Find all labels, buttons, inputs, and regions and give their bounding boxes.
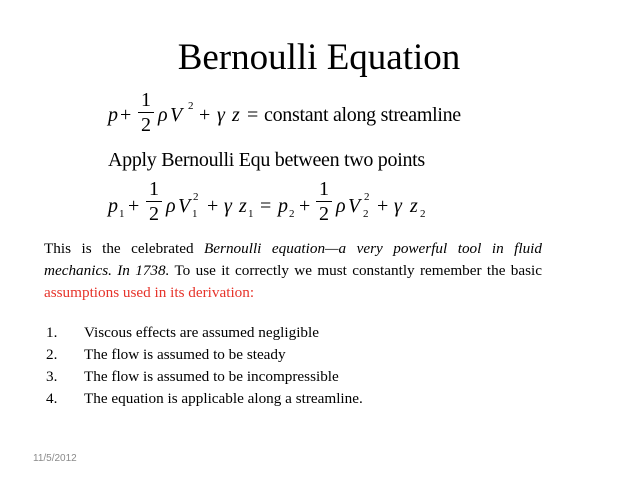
eq2-z2-sub: 2 bbox=[420, 208, 426, 220]
para-middle: To use it correctly we must constantly remember the basic bbox=[169, 262, 542, 279]
list-item bbox=[46, 344, 363, 366]
list-item-number: 3. bbox=[46, 368, 58, 385]
eq1-rhs: constant along streamline bbox=[264, 104, 461, 126]
eq2-V1-exp: 2 bbox=[193, 191, 199, 203]
eq2-rho-2: ρ bbox=[336, 195, 346, 217]
list-item-number: 1. bbox=[46, 324, 58, 341]
list-item-text: The equation is applicable along a streamline. bbox=[84, 390, 363, 407]
eq1-frac-bar bbox=[138, 112, 154, 113]
eq1-rho: ρ bbox=[158, 104, 168, 126]
eq2-frac2-bar bbox=[316, 201, 332, 202]
eq2-z1: z bbox=[239, 195, 247, 217]
eq2-p2-sub: 2 bbox=[289, 208, 295, 220]
eq2-equals: = bbox=[260, 195, 272, 217]
eq2-gamma-2: γ bbox=[394, 195, 402, 217]
eq1-exponent: 2 bbox=[188, 100, 194, 112]
apply-text: Apply Bernoulli Equ between two points bbox=[108, 149, 425, 171]
eq2-plus-2: + bbox=[207, 195, 219, 217]
eq1-frac-den: 2 bbox=[141, 114, 151, 136]
eq2-z1-sub: 1 bbox=[248, 208, 254, 220]
list-item-number: 2. bbox=[46, 346, 58, 363]
eq2-frac1-num: 1 bbox=[149, 178, 159, 200]
eq2-plus-4: + bbox=[377, 195, 389, 217]
eq2-V1-sub: 1 bbox=[192, 208, 198, 220]
eq2-fraction-2 bbox=[316, 178, 332, 225]
eq2-p1: p bbox=[108, 195, 118, 217]
eq1-plus: + bbox=[120, 104, 132, 126]
para-italic: Bernoulli equation—a very powerful tool in fluid mechanics. In 1738. bbox=[44, 240, 542, 279]
slide-title: Bernoulli Equation bbox=[177, 37, 461, 78]
para-assumptions-highlight: assumptions used in its derivation: bbox=[44, 284, 255, 301]
eq1-p: p bbox=[108, 104, 118, 126]
list-item-text: The flow is assumed to be incompressible bbox=[84, 368, 339, 385]
list-item bbox=[46, 366, 363, 388]
eq2-frac2-num: 1 bbox=[319, 178, 329, 200]
list-item-number: 4. bbox=[46, 390, 58, 407]
eq2-plus-3: + bbox=[299, 195, 311, 217]
list-item bbox=[46, 322, 363, 344]
eq2-V2-sub: 2 bbox=[363, 208, 369, 220]
eq2-frac1-bar bbox=[146, 201, 162, 202]
eq2-gamma-1: γ bbox=[224, 195, 232, 217]
eq2-fraction-1 bbox=[146, 178, 162, 225]
eq1-V: V bbox=[170, 104, 183, 126]
eq1-gamma: γ bbox=[217, 104, 225, 126]
eq2-V1: V bbox=[178, 195, 191, 217]
eq2-V2-exp: 2 bbox=[364, 191, 370, 203]
eq2-p1-sub: 1 bbox=[119, 208, 125, 220]
eq2-plus-1: + bbox=[128, 195, 140, 217]
eq1-equals: = bbox=[247, 104, 259, 126]
eq2-frac2-den: 2 bbox=[319, 203, 329, 225]
eq1-z: z bbox=[232, 104, 240, 126]
eq2-V2: V bbox=[348, 195, 361, 217]
para-intro: This is the celebrated bbox=[44, 240, 205, 257]
slide-date: 11/5/2012 bbox=[33, 453, 77, 464]
description-paragraph bbox=[44, 238, 542, 304]
eq2-rho-1: ρ bbox=[166, 195, 176, 217]
eq1-fraction bbox=[138, 89, 154, 136]
list-item bbox=[46, 388, 363, 410]
eq2-z2: z bbox=[410, 195, 418, 217]
list-item-text: Viscous effects are assumed negligible bbox=[84, 324, 319, 341]
eq2-p2: p bbox=[278, 195, 288, 217]
eq1-frac-num: 1 bbox=[141, 89, 151, 111]
eq1-plus-2: + bbox=[199, 104, 211, 126]
eq2-frac1-den: 2 bbox=[149, 203, 159, 225]
assumptions-list bbox=[46, 322, 363, 410]
list-item-text: The flow is assumed to be steady bbox=[84, 346, 286, 363]
